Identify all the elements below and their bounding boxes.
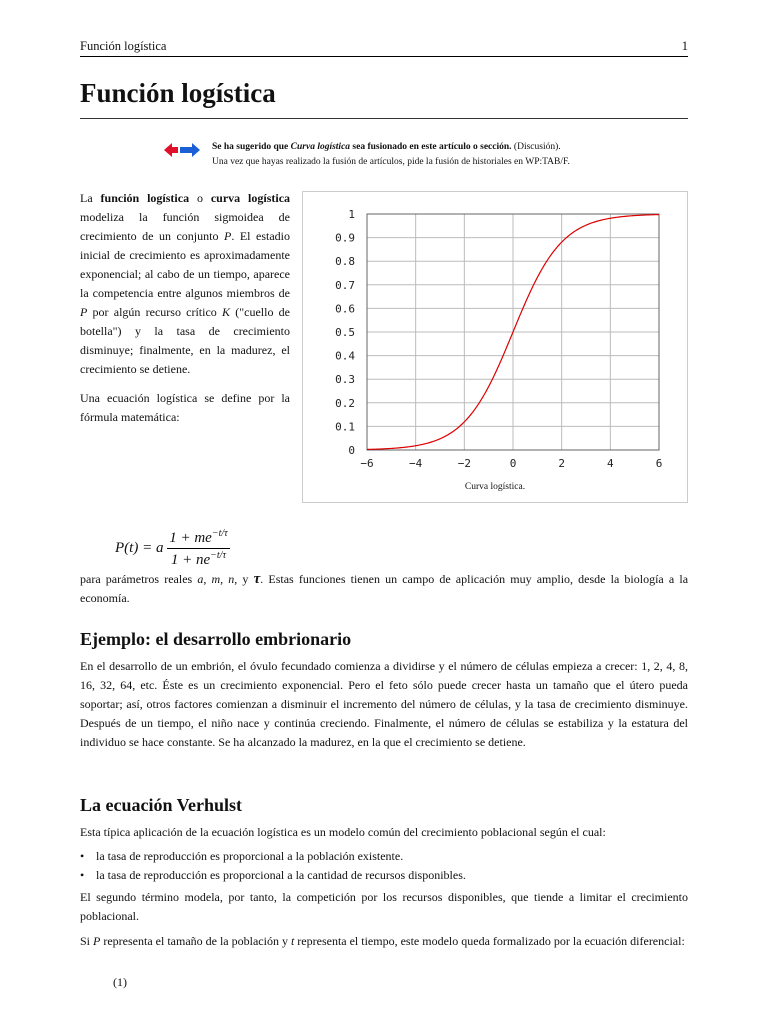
- af-m: m: [211, 572, 221, 586]
- formula-fraction: [167, 528, 230, 569]
- af-c3: , y: [234, 572, 254, 586]
- section-heading-verhulst: La ecuación Verhulst: [80, 795, 243, 815]
- x-tick-label: −4: [409, 457, 423, 470]
- merge-notice-line1: [212, 140, 692, 155]
- formula-num-base: 1 + me: [169, 530, 212, 546]
- af-c1: ,: [203, 572, 212, 586]
- section2-paragraph-2: [80, 888, 688, 926]
- s2p3-t3: representa el tiempo, este modelo queda formalizado por la ecuación diferencial:: [294, 934, 685, 948]
- list-item: • la tasa de reproducción es proporcional a la cantidad de recursos disponibles.: [80, 866, 688, 885]
- formula-lhs: P(t) = a: [115, 539, 164, 556]
- af-n: n: [228, 572, 235, 586]
- merge-notice-line2: Una vez que hayas realizado la fusión de artículos, pide la fusión de historiales en WP:TAB/F.: [212, 157, 570, 167]
- section1-text: [80, 657, 688, 752]
- y-tick-label: 0.6: [335, 302, 355, 316]
- running-header: [80, 38, 688, 57]
- intro-t3: modeliza la función sigmoidea de crecimiento de un conjunto: [80, 210, 290, 243]
- section-heading-embrionario: Ejemplo: el desarrollo embrionario: [80, 629, 352, 649]
- formula-den-base: 1 + ne: [170, 552, 211, 568]
- intro-t6: ("cuello de botella") y la tasa de crecimiento disminuye; finalmente, en la madurez, el crecimiento se detiene.: [80, 305, 290, 376]
- y-tick-label: 0.2: [335, 396, 355, 410]
- y-tick-label: 0: [348, 444, 355, 457]
- intro-bold-2: curva logística: [210, 191, 291, 205]
- discussion-link[interactable]: (Discusión).: [511, 142, 561, 152]
- x-tick-label: 4: [607, 457, 614, 470]
- af-c2: ,: [220, 572, 229, 586]
- merge-line1-pre: Se ha sugerido que: [212, 142, 291, 152]
- running-title: Función logística: [80, 39, 167, 53]
- y-tick-label: 0.4: [335, 349, 355, 363]
- section2-paragraph-3: [80, 932, 688, 951]
- intro-t2: o: [189, 191, 211, 205]
- merge-line1-italic: Curva logística: [290, 142, 351, 152]
- logistic-figure: [302, 191, 688, 503]
- intro-var-3: K: [222, 305, 231, 319]
- logistic-chart: [303, 192, 687, 482]
- x-tick-label: 2: [558, 457, 565, 470]
- section2-intro: [80, 823, 688, 842]
- section2-p2: El segundo término modela, por tanto, la competición por los recursos disponibles, que tiende a limitar el crecimiento poblacional.: [80, 890, 688, 923]
- intro-t4: . El estadio inicial de crecimiento es aproximadamente exponencial; al cabo de un tiempo, aparece la competencia entre algunos miembros de: [80, 229, 290, 300]
- intro-t1: La: [80, 191, 101, 205]
- y-tick-label: 0.8: [335, 255, 355, 269]
- formula-numerator: [167, 528, 230, 549]
- af-t1: para parámetros reales: [80, 572, 198, 586]
- formula-den-exp: −t/τ: [210, 550, 227, 561]
- intro-bold-1: función logística: [100, 191, 190, 205]
- y-tick-label: 0.1: [335, 420, 355, 434]
- merge-arrows-icon: [164, 142, 200, 158]
- y-tick-label: 0.9: [335, 231, 355, 245]
- section2-p3: [80, 932, 688, 951]
- section2-intro-paragraph: Esta típica aplicación de la ecuación logística es un modelo común del crecimiento poblacional según el cual:: [80, 825, 606, 839]
- intro-var-2: P: [80, 305, 88, 319]
- intro-t5: por algún recurso crítico: [87, 305, 223, 319]
- intro-var-1: P: [223, 229, 232, 243]
- section1-paragraph: En el desarrollo de un embrión, el óvulo fecundado comienza a dividirse y el número de células empieza a crecer: 1, 2, 4, 8, 16, 32, 64, etc. Éste es un crecimiento exponencial. Pero el feto sólo puede crecer hasta un tamaño que el útero pueda soportar; así, otros factores comienzan a disminuir el incremento del número de células, y la tasa de crecimiento disminuye. Después de un tiempo, el niño nace y continúa creciendo. Finalmente, el número de células se estabiliza y la estatura del individuo se hace constante. Se ha alcanzado la madurez, en la que el crecimiento se detiene.: [80, 659, 688, 749]
- s2p3-v1: P: [93, 934, 101, 948]
- af-a: a: [197, 572, 204, 586]
- intro-paragraph-1: [80, 189, 290, 379]
- intro-text: [80, 189, 290, 437]
- y-tick-label: 1: [348, 208, 355, 221]
- after-formula-text: [80, 570, 688, 608]
- formula-denominator: [167, 549, 230, 569]
- x-tick-label: −6: [360, 457, 374, 470]
- x-tick-label: 0: [509, 457, 517, 470]
- formula-num-exp: −t/τ: [211, 528, 228, 539]
- y-tick-label: 0.3: [335, 373, 355, 387]
- s2p3-v2: t: [290, 934, 295, 948]
- s2p3-t1: Si: [80, 934, 94, 948]
- y-tick-label: 0.7: [335, 278, 355, 292]
- af-t2: . Estas funciones tienen un campo de aplicación muy amplio, desde la biología a la economía.: [80, 572, 689, 605]
- x-tick-label: −2: [457, 457, 471, 470]
- title-rule: [80, 118, 688, 119]
- x-tick-label: 6: [655, 457, 663, 470]
- intro-paragraph-2: Una ecuación logística se define por la fórmula matemática:: [80, 391, 290, 424]
- list-item: • la tasa de reproducción es proporcional a la población existente.: [80, 847, 688, 866]
- verhulst-bullets: [80, 847, 688, 885]
- y-tick-label: 0.5: [335, 326, 355, 339]
- s2p3-t2: representa el tamaño de la población y: [100, 934, 291, 948]
- page-number: 1: [681, 39, 688, 53]
- af-tau: τ: [253, 571, 261, 587]
- equation-number: (1): [113, 975, 127, 989]
- merge-line1-post: sea fusionado en este artículo o sección.: [350, 142, 512, 152]
- after-formula-paragraph: [80, 570, 688, 608]
- merge-notice-text: [212, 140, 692, 170]
- logistic-formula: [115, 528, 230, 569]
- figure-caption: Curva logística.: [464, 482, 526, 492]
- page-title: Función logística: [80, 78, 276, 108]
